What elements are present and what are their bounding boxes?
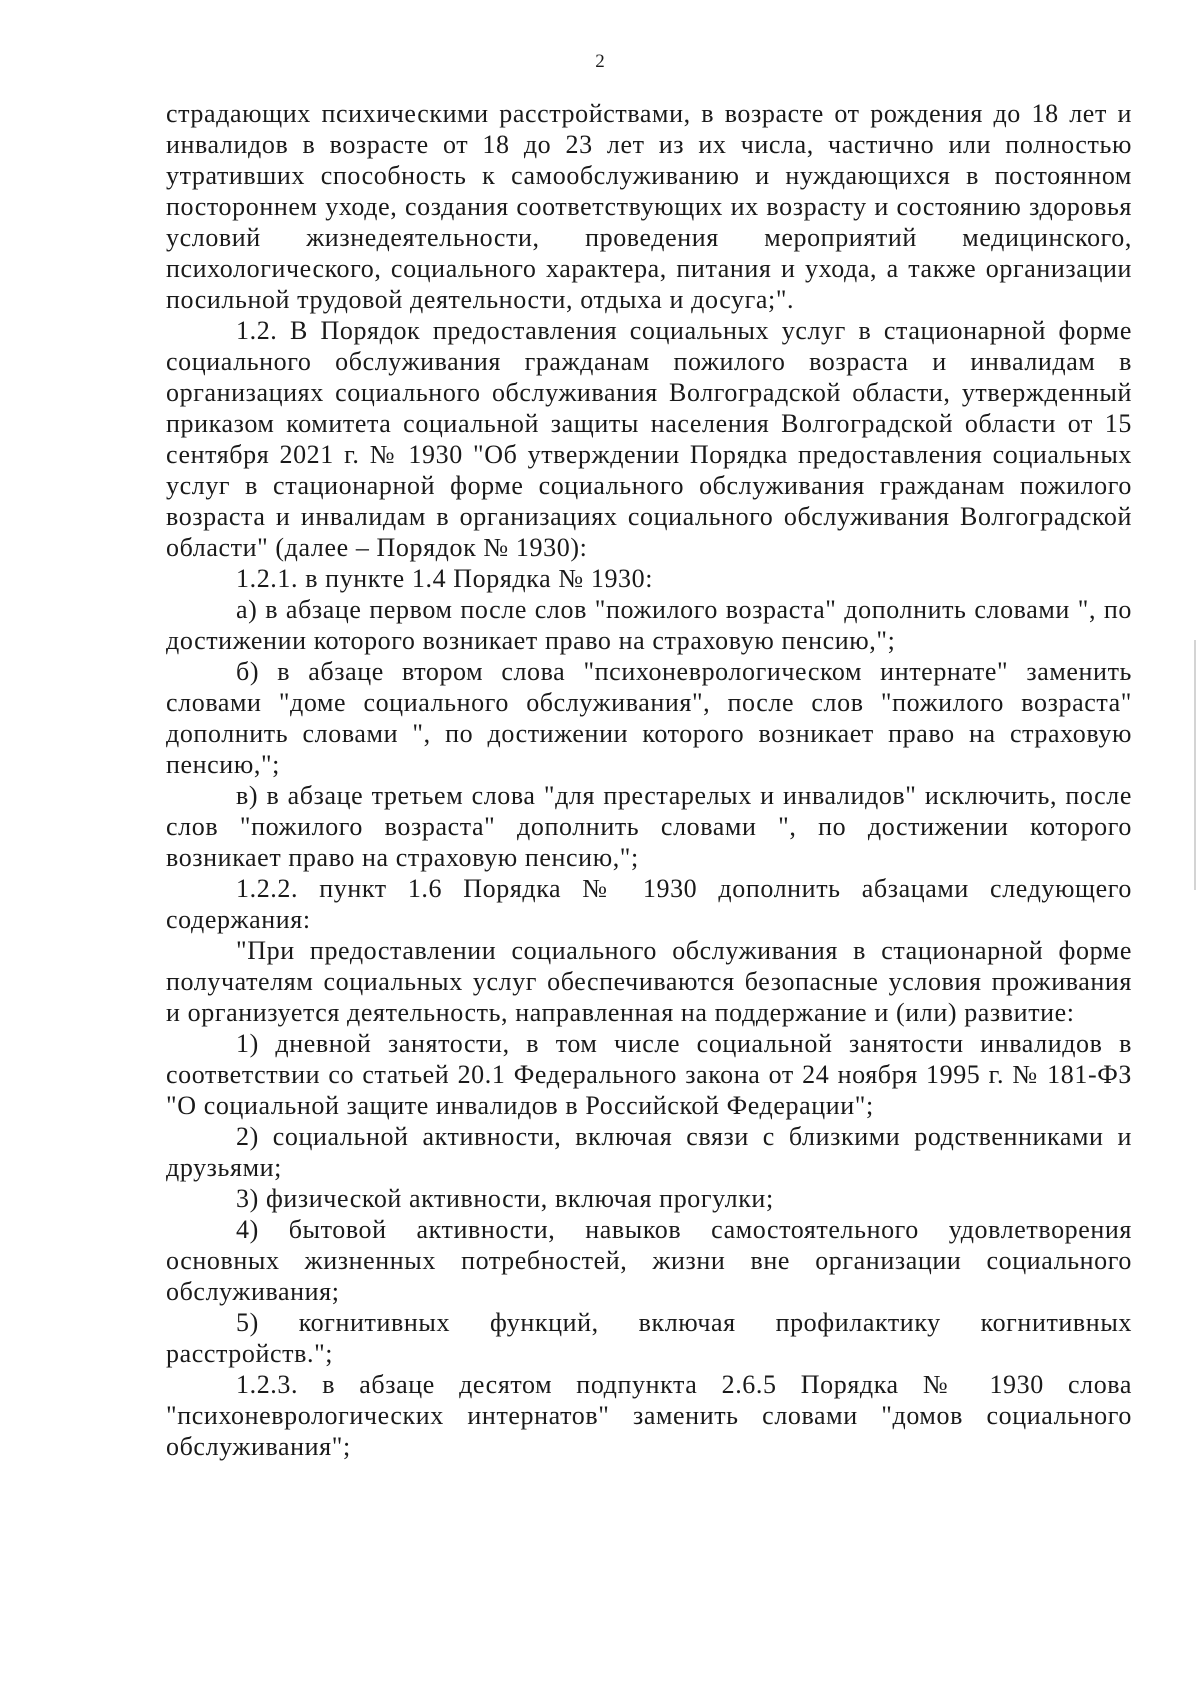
paragraph-item-1: 1) дневной занятости, в том числе социальной занятости инвалидов в соответствии со статьей 20.1 Федерального закона от 24 ноября 1995 г. № 181-ФЗ "О социальной защите инвалидов в Российской Федерации"; xyxy=(166,1029,1132,1120)
scan-edge-mark xyxy=(1194,640,1196,890)
paragraph-subclause-b: б) в абзаце втором слова "психоневрологическом интернате" заменить словами "доме социального обслуживания", после слов "пожилого возраста" дополнить словами ", по достижении которого возникает право на страховую пенсию,"; xyxy=(166,657,1132,779)
paragraph-item-4: 4) бытовой активности, навыков самостоятельного удовлетворения основных жизненных потребностей, жизни вне организации социального обслуживания; xyxy=(166,1215,1132,1306)
paragraph-subclause-v: в) в абзаце третьем слова "для престарелых и инвалидов" исключить, после слов "пожилого возраста" дополнить словами ", по достижении которого возникает право на страховую пенсию,"; xyxy=(166,781,1132,872)
paragraph-clause-1-2-3: 1.2.3. в абзаце десятом подпункта 2.6.5 Порядка № 1930 слова "психоневрологических интернатов" заменить словами "домов социального обслуживания"; xyxy=(166,1370,1132,1461)
paragraph-item-3: 3) физической активности, включая прогулки; xyxy=(236,1184,774,1213)
paragraph-quoted-intro: "При предоставлении социального обслуживания в стационарной форме получателям социальных услуг обеспечиваются безопасные условия проживания и организуется деятельность, направленная на поддержание и (или) развитие: xyxy=(166,936,1132,1027)
paragraph-item-5: 5) когнитивных функций, включая профилактику когнитивных расстройств."; xyxy=(166,1308,1132,1368)
paragraph-clause-1-2: 1.2. В Порядок предоставления социальных услуг в стационарной форме социального обслуживания гражданам пожилого возраста и инвалидам в организациях социального обслуживания Волгоградской области, утвержденный приказом комитета социальной защиты населения Волгоградской области от 15 сентября 2021 г. № 1930 "Об утверждении Порядка предоставления социальных услуг в стационарной форме социального обслуживания гражданам пожилого возраста и инвалидам в организациях социального обслуживания Волгоградской области" (далее – Порядок № 1930): xyxy=(166,316,1132,562)
paragraph-subclause-a: а) в абзаце первом после слов "пожилого возраста" дополнить словами ", по достижении которого возникает право на страховую пенсию,"; xyxy=(166,595,1132,655)
paragraph-clause-1-2-2: 1.2.2. пункт 1.6 Порядка № 1930 дополнить абзацами следующего содержания: xyxy=(166,874,1132,934)
page-number: 2 xyxy=(595,51,605,72)
document-body xyxy=(166,98,1132,1462)
paragraph-continuation: страдающих психическими расстройствами, в возрасте от рождения до 18 лет и инвалидов в возрасте от 18 до 23 лет из их числа, частично или полностью утративших способность к самообслуживанию и нуждающихся в постоянном постороннем уходе, создания соответствующих их возрасту и состоянию здоровья условий жизнедеятельности, проведения мероприятий медицинского, психологического, социального характера, питания и ухода, а также организации посильной трудовой деятельности, отдыха и досуга;". xyxy=(166,99,1132,314)
paragraph-item-2: 2) социальной активности, включая связи с близкими родственниками и друзьями; xyxy=(166,1122,1132,1182)
paragraph-clause-1-2-1: 1.2.1. в пункте 1.4 Порядка № 1930: xyxy=(236,564,654,593)
